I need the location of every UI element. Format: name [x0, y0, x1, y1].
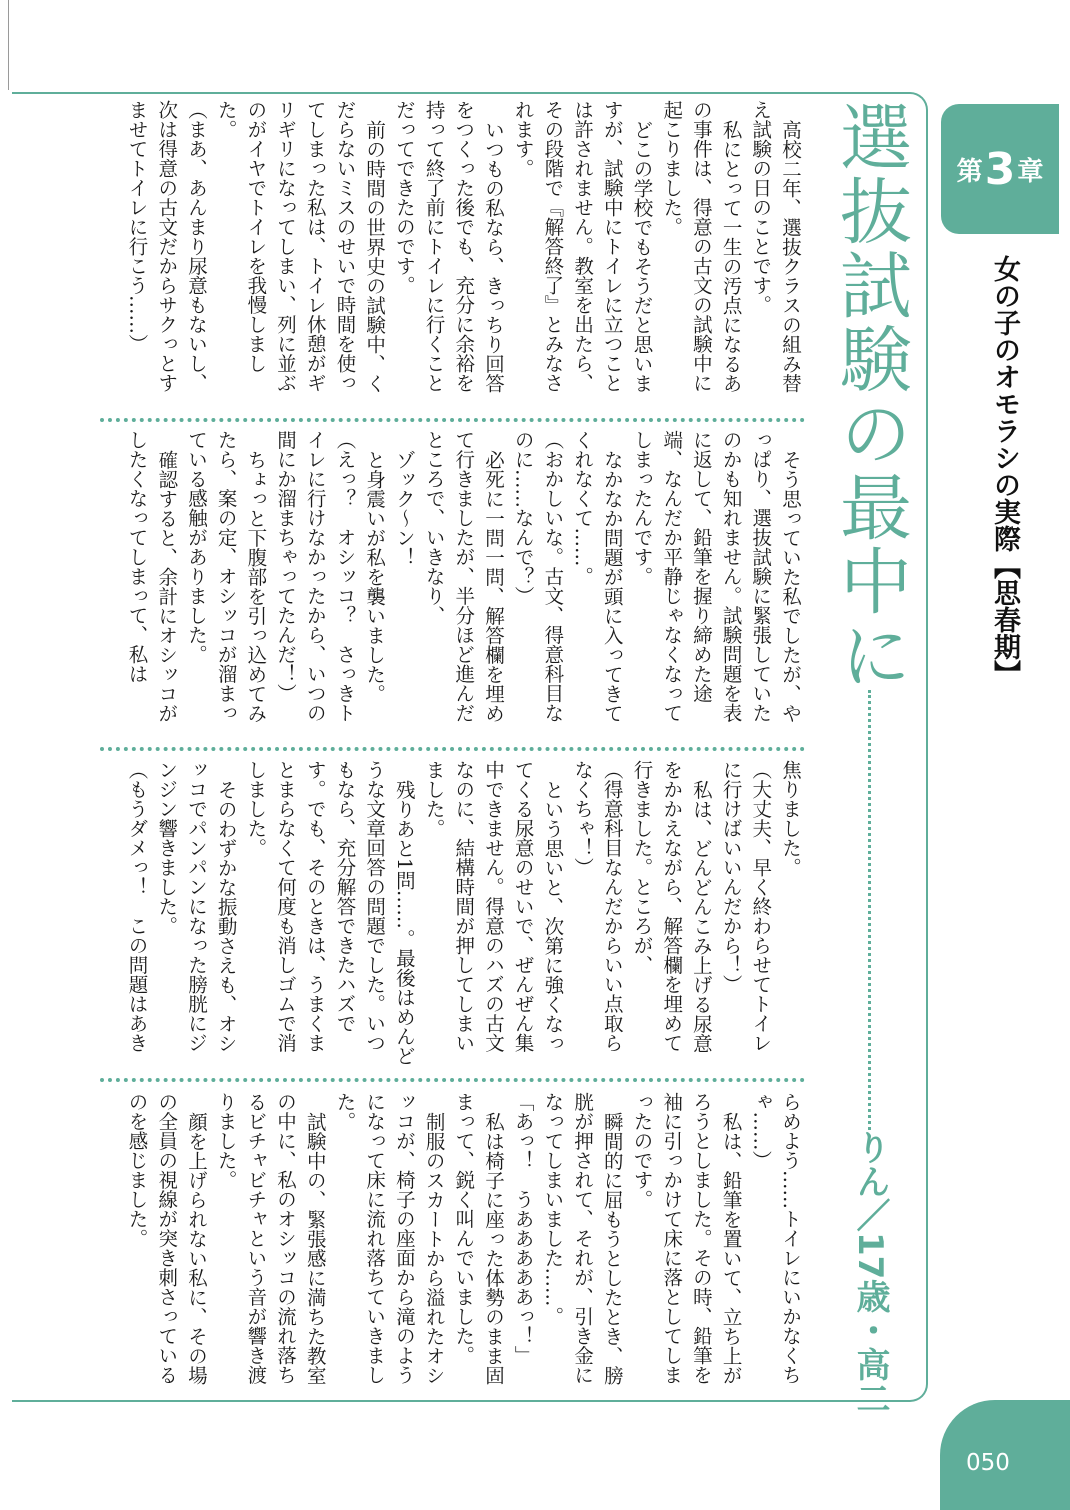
paragraph: 顔を上げられない私に、その場の全員の視線が突き刺さっているのを感じました。 — [125, 1092, 208, 1385]
paragraph: そのわずかな振動さえも、オシッコでパンパンになった膀胱にジンジン響きました。 — [155, 760, 238, 1053]
section-title-category: 【思春期】 — [989, 552, 1020, 687]
paragraph: 確認すると、余計にオシッコがしたくなってしまって、私は — [125, 430, 179, 723]
paragraph: 前の時間の世界史の試験中、くだらないミスのせいで時間を使ってしまった私は、トイレ休憩がギリギリになってしまい、列に並ぶのがイヤでトイレを我慢しました。 — [214, 100, 387, 393]
paragraph: 残りあと1問……。最後はめんどうな文章回答の問題でした。いつもなら、充分解答できたハズです。でも、そのときは、うまくまとまらなくて何度も消しゴムで消しました。 — [244, 760, 416, 1065]
band-separator — [100, 418, 805, 422]
title-dotted-leader — [868, 690, 871, 1130]
page-number: 050 — [966, 1450, 1010, 1476]
band-separator — [100, 1078, 805, 1082]
paragraph: 焦りました。 — [779, 760, 802, 877]
band-separator — [100, 747, 805, 751]
paragraph: と身震いが私を襲いました。 — [363, 449, 387, 703]
chapter-number: 3 — [984, 143, 1016, 195]
paragraph: 高校二年、選抜クラスの組み替え試験の日のことです。 — [749, 100, 802, 393]
chapter-prefix: 第 — [956, 156, 983, 187]
paragraph: いつもの私なら、きっちり回答をつくった後でも、充分に余裕を持って終了前にトイレに行くことだってできたのです。 — [392, 100, 505, 393]
paragraph: どこの学校でもそうだと思いますが、試験中にトイレに立つことは許されません。教室を出たら、その段階で『解答終了』とみなされます。 — [511, 100, 654, 393]
paragraph: 私は、鉛筆を置いて、立ち上がろうとしました。その時、鉛筆を袖に引っかけて床に落としてしまったのです。 — [630, 1092, 743, 1385]
paragraph: なかなか問題が頭に入ってきてくれなくて……。 — [571, 430, 624, 723]
paragraph: 私は椅子に座った体勢のまま固まって、鋭く叫んでいました。 — [452, 1092, 505, 1385]
paragraph: 必死に一問一問、解答欄を埋めて行きましたが、半分ほど進んだところで、いきなり、 — [422, 430, 505, 723]
paragraph: という思いと、次第に強くなってくる尿意のせいで、ぜんぜん集中できません。得意のハズの古文なのに、結構時間が押してしまいました。 — [422, 760, 565, 1053]
paragraph: 制服のスカートから溢れたオシッコが、椅子の座面から滝のようになって床に流れ落ちていきました。 — [333, 1092, 446, 1385]
chapter-suffix: 章 — [1017, 156, 1044, 187]
section-title-main: 女の子のオモラシの実際 — [989, 255, 1020, 552]
paragraph: 瞬間的に屈もうとしたとき、膀胱が押されて、それが、引き金になってしまいました……。 — [541, 1092, 624, 1385]
paragraph: 試験中の、緊張感に満ちた教室の中に、私のオシッコの流れ落ちるビチャビチャという音が響き渡りました。 — [214, 1092, 327, 1385]
article-title: 選抜試験の最中に — [828, 100, 912, 692]
paragraph: そう思っていた私でしたが、やっぱり、選抜試験に緊張していたのかも知れません。試験問題を表に返して、鉛筆を握り締めた途端、なんだか平静じゃなくなってしまったんです。 — [630, 430, 802, 723]
paragraph: （まあ、あんまり尿意もないし、次は得意の古文だからサクっとすませてトイレに行こう……） — [125, 100, 208, 393]
text-band-3 — [100, 760, 805, 1065]
paragraph: 私は、どんどんこみ上げる尿意をかかえながら、解答欄を埋めて行きました。ところが、 — [630, 760, 713, 1053]
text-band-1 — [100, 100, 805, 405]
paragraph: 「あっ！ うあああああっ！」 — [511, 1092, 535, 1365]
paragraph: （大丈夫、早く終わらせてトイレに行けばいいんだから！） — [719, 760, 773, 1053]
paragraph: （得意科目なんだからいい点取らなくちゃ！） — [571, 760, 624, 1053]
paragraph: （おかしいな。古文、得意科目なのに……なんで？） — [511, 430, 565, 723]
paragraph: らめよう……トイレにいかなくちゃ……） — [749, 1092, 802, 1385]
paragraph: ゾック〜ン！ — [392, 449, 416, 567]
chapter-tab — [941, 104, 1059, 234]
text-band-4 — [100, 1092, 805, 1397]
paragraph: 私にとって一生の汚点になるあの事件は、得意の古文の試験中に起こりました。 — [660, 100, 743, 393]
text-band-2 — [100, 430, 805, 735]
paragraph: （もうダメっ！ この問題はあき — [125, 760, 149, 1053]
author-byline: りん／17歳・高二 — [850, 1130, 890, 1416]
paragraph: ちょっと下腹部を引っ込めてみたら、案の定、オシッコが溜まっている感触がありました。 — [184, 430, 268, 723]
section-title — [980, 255, 1028, 687]
paragraph: （えっ？ オシッコ？ さっきトイレに行けなかったから、いつの間にか溜まちゃってたんだ！） — [274, 430, 357, 723]
left-margin-rule — [0, 0, 9, 90]
